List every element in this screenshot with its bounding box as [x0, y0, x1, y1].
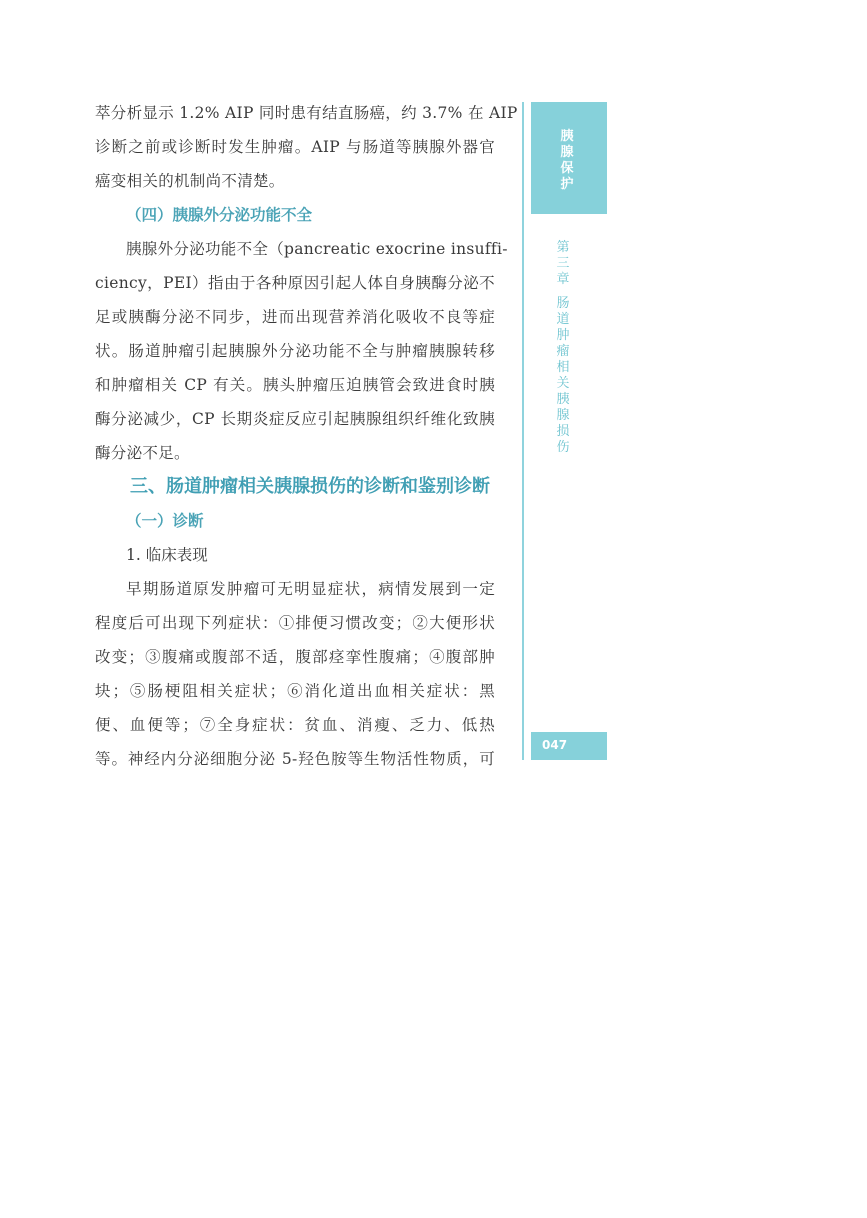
paragraph-line: 等。神经内分泌细胞分泌 5-羟色胺等生物活性物质，可 [95, 750, 495, 768]
paragraph-line: 胰腺外分泌功能不全（pancreatic exocrine insuffi- [126, 240, 508, 258]
paragraph-line: 酶分泌减少，CP 长期炎症反应引起胰腺组织纤维化致胰 [95, 410, 495, 428]
subsection-heading: （四）胰腺外分泌功能不全 [126, 206, 313, 224]
paragraph-line: 酶分泌不足。 [95, 444, 190, 462]
page-number: 047 [542, 738, 568, 752]
paragraph-line: 状。肠道肿瘤引起胰腺外分泌功能不全与肿瘤胰腺转移 [95, 342, 495, 360]
subsection-heading: （一）诊断 [126, 512, 204, 530]
paragraph-line: 早期肠道原发肿瘤可无明显症状，病情发展到一定 [126, 580, 495, 598]
paragraph-line: ciency，PEI）指由于各种原因引起人体自身胰酶分泌不 [95, 274, 495, 292]
paragraph-line: 诊断之前或诊断时发生肿瘤。AIP 与肠道等胰腺外器官 [95, 138, 495, 156]
main-text [95, 96, 518, 776]
chapter-number: 第三章 [556, 240, 570, 287]
chapter-title: 肠道肿瘤相关胰腺损伤 [556, 296, 570, 455]
page-number-tab [531, 732, 607, 760]
sidebar-divider [522, 102, 524, 760]
paragraph-line: 和肿瘤相关 CP 有关。胰头肿瘤压迫胰管会致进食时胰 [95, 376, 495, 394]
item-heading: 1. 临床表现 [126, 546, 208, 564]
book-title-tab [531, 102, 607, 214]
paragraph-line: 萃分析显示 1.2% AIP 同时患有结直肠癌，约 3.7% 在 AIP [95, 104, 518, 122]
paragraph-line: 癌变相关的机制尚不清楚。 [95, 172, 285, 190]
book-title: 胰腺保护 [560, 129, 574, 192]
paragraph-line: 便、血便等；⑦全身症状：贫血、消瘦、乏力、低热 [95, 716, 495, 734]
paragraph-line: 改变；③腹痛或腹部不适，腹部痉挛性腹痛；④腹部肿 [95, 648, 495, 666]
section-heading: 三、肠道肿瘤相关胰腺损伤的诊断和鉴别诊断 [130, 476, 490, 497]
paragraph-line: 块；⑤肠梗阻相关症状；⑥消化道出血相关症状：黑 [95, 682, 495, 700]
paragraph-line: 足或胰酶分泌不同步，进而出现营养消化吸收不良等症 [95, 308, 495, 326]
paragraph-line: 程度后可出现下列症状：①排便习惯改变；②大便形状 [95, 614, 495, 632]
